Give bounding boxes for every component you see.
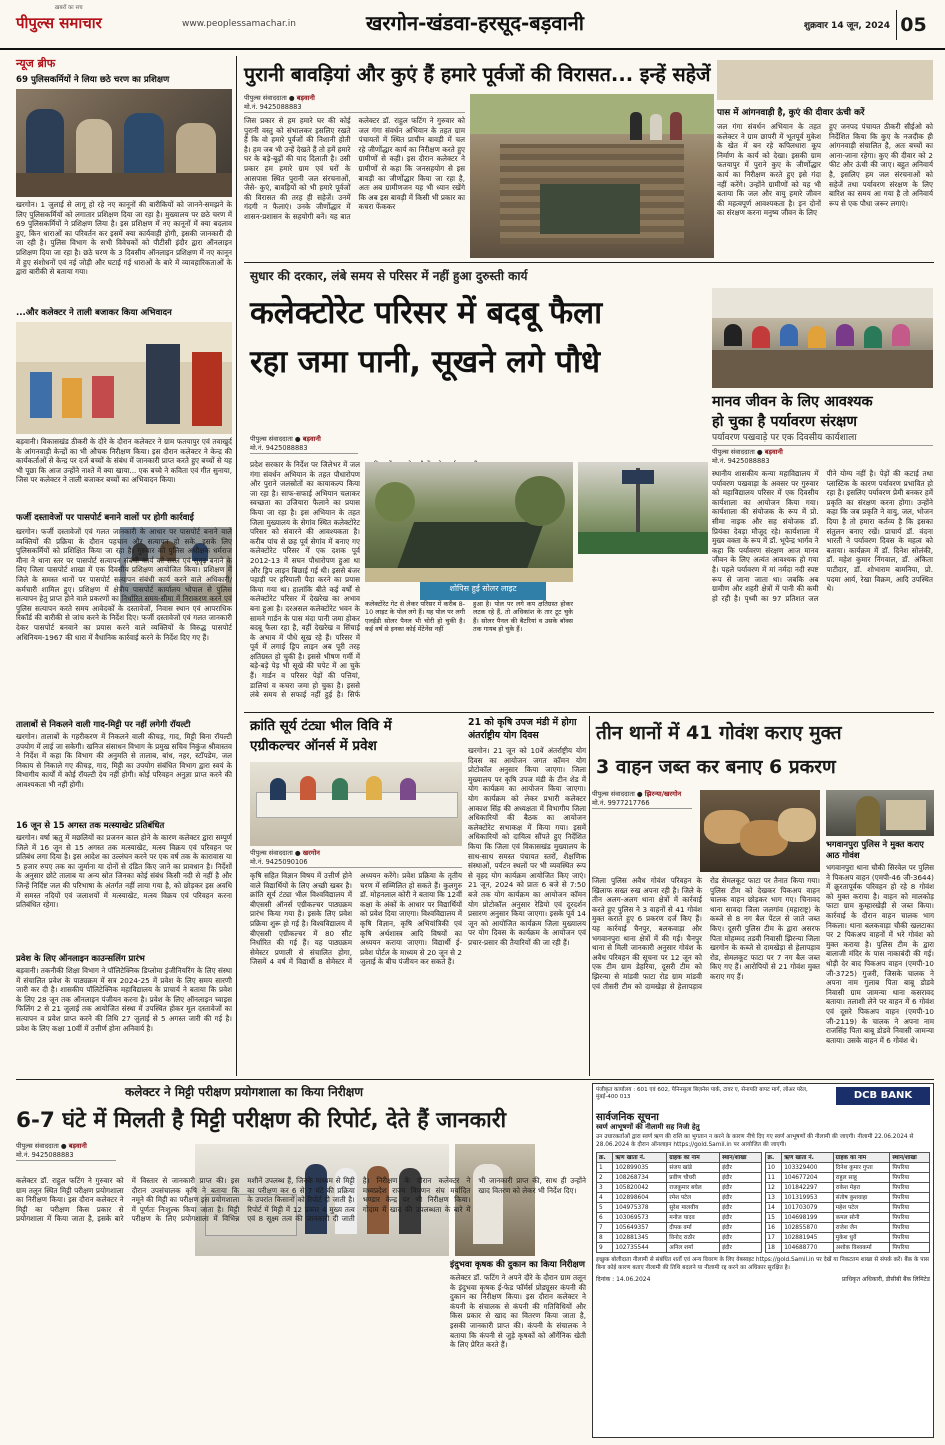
table-cell: राजेश जैन bbox=[833, 1223, 890, 1233]
brief-5-body: खरगोन। वर्षा ऋतु में मछलियों का प्रजनन काल होने के कारण कलेक्टर द्वारा सम्पूर्ण जिले में 16 जून से 15 अगस्त तक मत्स्याखेट, मत्स्य विक्रय एवं परिवहन पर प्रतिबंध लगा दिया है। इस आदेश का उल्लंघन करने पर एक वर्ष तक के कारावास या 5 हजार रुपए तक का जुर्माना या दोनों से दंडित किए जाने का प्रावधान है। निर्देशों के अनुसार छोटे तालाब या अन्य स्रोत जिनका कोई संबंध किसी नदी से नहीं है और जिन्हें निर्दिष्ट जल की परिभाषा के अंतर्गत नहीं लाया गया है, को छोड़कर इस अवधि में समस्त नदियों एवं जलाशयों में मत्स्याखेट, मत्स्य विक्रय एवं परिवहन करना प्रतिबंधित रहेगा। bbox=[16, 833, 232, 910]
table-cell: 105820042 bbox=[613, 1183, 667, 1193]
story-3-caption-1: कलेक्टोरेट गेट से लेकर परिसर में करीब 8-10 लाइट के पोल लगे हैं। यह पोल पर लगी एलईडी सोलर पैनल भी चोरी हो चुकी है। कई वर्ष से इनका कोई मेंटेनेंस नहीं bbox=[365, 600, 465, 634]
table-cell: 18 bbox=[765, 1243, 782, 1253]
table-cell: 103329400 bbox=[782, 1163, 833, 1173]
story-1-photo-well bbox=[717, 60, 933, 100]
table-cell: इंदौर bbox=[720, 1163, 761, 1173]
table-header-cell: क्र. bbox=[765, 1153, 782, 1163]
table-cell: राकेश मेहरा bbox=[833, 1183, 890, 1193]
table-row bbox=[597, 1193, 762, 1203]
table-cell: 15 bbox=[765, 1213, 782, 1223]
story-7-body: जिला पुलिस अवैध गोवंश परिवहन के खिलाफ सख्त रुख अपना रही है। जिले के तीन अलग-अलग थाना क्षेत्रों में कार्रवाई करते हुए पुलिस ने 3 वाहनों से 41 गोवंश मुक्त कराते हुए 6 प्रकरण दर्ज किए हैं। यह कार्रवाई चैनपुर, बलकवाड़ा और भगवानपुरा थाना क्षेत्रों में की गई। चैनपुर थाना से मिली जानकारी अनुसार गोवंश के अवैध परिवहन की सूचना पर 12 जून को एक टीम ग्राम डेहरिया, दूसरी टीम को झिरन्या से मांडवी फाटा रोड ग्राम मांडवी एवं तीसरी टीम को दामखेड़ा से हेलापड़ाव रोड सेमलकूट फाटा पर तैनात किया गया। पुलिस टीम को देखकर पिकअप वाहन चालक वाहन छोड़कर भाग गए। चिनावद थाना सावदा जिला जलगांव (महाराष्ट्र) के कब्जे से 8 नग बैल पेंटल से जाते जब्त किए। दूसरी पुलिस टीम के द्वारा असरफ पिता मोहम्मद तडवी निवासी झिरन्या जिला खरगोन के कब्जे से दामखेड़ा से हेलापड़ाव रोड, सेमलकूट फाटा पर 7 नग बैल जब्त किए गए हैं। आरोपियों से 21 गोवंश मुक्त कराए गए हैं। bbox=[592, 876, 820, 991]
story-2 bbox=[717, 104, 933, 259]
bank-address: पंजीकृत कार्यालय : 601 एवं 602, पेनिनसुला बिज़नेस पार्क, टावर ए, सेनापति बापट मार्ग, लोअर परेल, मुंबई-400 013 bbox=[596, 1087, 808, 1101]
table-row bbox=[597, 1183, 762, 1193]
story-1-mobile: मो.नं. 9425088883 bbox=[244, 103, 465, 113]
story-8-mobile: मो.नं. 9425088883 bbox=[16, 1151, 116, 1161]
table-cell: 104975378 bbox=[613, 1203, 667, 1213]
column-divider bbox=[589, 716, 590, 1076]
table-cell: 13 bbox=[765, 1193, 782, 1203]
table-cell: 102735544 bbox=[613, 1243, 667, 1253]
story-7-box-body: भगवानपुरा थाना चौकी सिरवेल पर पुलिस ने पिकअप वाहन (एमपी-46 जी-3644) में क्रूरतापूर्वक परिवहन हो रहे 8 गोवंश को मुक्त कराया है। वाहन को मालकोड़ फाटा ग्राम कुम्हारखेड़ी से जब्त किया। कार्रवाई के दौरान वाहन चालक भाग निकला। थाना बलकवाड़ा चौकी खलटाका पर 2 पिकअप वाहनों में भरे गोवंश को मुक्त कराया है। पुलिस टीम के द्वारा बालाजी मंदिर के पास नाकाबंदी की गई। थोड़ी देर बाद पिकअप वाहन (एमपी-10 जी-3725) गुजरी, जिसके चालक ने अपना नाम गुलाब पिता बाबू डोडवे निवासी ग्राम जामन्या थाना कसरावद बताया। तलाशी लेने पर वाहन में 6 गोवंश एवं दूसरे पिकअप वाहन (एमपी-10 जी-2119) के चालक ने अपना नाम राजसिंह पिता बाबू डोडवे निवासी जामन्या बताया। उसके वाहन में 6 गोवंश थे। bbox=[826, 863, 934, 1045]
table-cell: पिपरिया bbox=[890, 1183, 930, 1193]
divider bbox=[244, 712, 934, 713]
column-divider bbox=[236, 56, 237, 1076]
table-header-cell: ऋण खाता नं. bbox=[782, 1153, 833, 1163]
story-8-byline-box bbox=[16, 1142, 116, 1172]
table-cell: 6 bbox=[597, 1213, 613, 1223]
story-7-mobile: मो.नं. 9977217766 bbox=[592, 799, 692, 809]
table-cell: 102881345 bbox=[613, 1233, 667, 1243]
story-2-headline: पास में आंगनवाड़ी है, कुएं की दीवार ऊंची करें bbox=[717, 108, 865, 118]
table-cell: 104698199 bbox=[782, 1213, 833, 1223]
issue-date: शुक्रवार 14 जून, 2024 bbox=[803, 21, 890, 31]
story-6-headline-1: 21 को कृषि उपज मंडी में होगा bbox=[468, 717, 577, 728]
story-4-body: स्थानीय शासकीय कन्या महाविद्यालय में पर्यावरण पखवाड़ा के अवसर पर गुरुवार को महाविद्यालय परिसर में एक दिवसीय कार्यशाला का आयोजन किया गया। कार्यशाला की संयोजक के रूप में प्रो. सीमा नाइक और सह संयोजक डॉ. प्रियंका देवड़ा मौजूद रहे। कार्यशाला में मुख्य वक्ता के रूप में डॉ. भूपेन्द्र भार्गव ने कहा कि पर्यावरण संरक्षण आज मानव जीवन के लिए अत्यंत आवश्यक हो गया है। पहले पर्यावरण में मां नर्मदा नदी स्पष्ट रूप से जाना जाता था। जबकि अब ग्रामीण और शहरी क्षेत्रों में पानी की कमी हो रही है। पृथ्वी का 97 प्रतिशत जल पीने योग्य नहीं है। पेड़ों की कटाई तथा प्लास्टिक के कारण पर्यावरण प्रभावित हो रहा है। इसलिए पर्यावरण प्रेमी बनकर हमें प्रकृति का संरक्षण करना होगा। उन्होंने कहा कि जब प्रकृति ने वायु, जल, भोजन दिया है तो हमारा कर्तव्य है कि इसका संतुलन बनाए रखें। प्राचार्य डॉ. वंदना भारती ने पर्यावरण दिवस के महत्व को बताया। कार्यक्रम में डॉ. दिनेश सोलंकी, डॉ. महेश कुमार निंगवाल, डॉ. अंकिता पाटीदार, डॉ. शोभाराम बामनिया, प्रो. पदमा आर्य, रेखा विक्रम, आदि उपस्थित थे। bbox=[712, 469, 933, 603]
story-3-photo-solar bbox=[578, 462, 708, 554]
story-4-mobile: मो.नं. 9425088883 bbox=[712, 457, 770, 465]
brief-3-body: खरगोन। फर्जी दस्तावेजों एवं गलत जानकारी के आधार पर पासपोर्ट बनाने वाले व्यक्तियों की प्रक्रिया के दौरान पहचान और सत्यापन हो सके, इसके लिए पुलिसकर्मियों को प्रशिक्षित किया जा रहा है। गुरुवार को पुलिस अधीक्षक धर्मराज मीना ने थाना स्तर पर पासपोर्ट सत्यापन संबंधी कार्य को सरल एवं सुदृढ़ बनाने के लिए जिला पासपोर्ट शाखा में एक दिवसीय प्रशिक्षण आयोजित किया। प्रशिक्षण में जिले के समस्त थानों पर पासपोर्ट सत्यापन संबंधी कार्य करने वाले अधिकारी/कर्मचारी शामिल हुए। प्रशिक्षण में क्षेत्रीय पासपोर्ट कार्यालय भोपाल से पुलिस सत्यापन हेतु प्राप्त होने वाले प्रकरणों का निर्धारित समय-सीमा में निराकरण करने एवं पुलिस सत्यापन करते समय आवेदकों के दस्तावेजों, निवास स्थान एवं आपराधिक रिकॉर्ड की बारीकी से जांच करने के निर्देश दिए। फर्जी दस्तावेजों एवं गलत जानकारी देकर पासपोर्ट बनवाने का प्रयास करने वाले व्यक्तियों के विरुद्ध पासपोर्ट अधिनियम-1967 की धारा में वैधानिक कार्रवाई करने के निर्देश दिए गए हैं। bbox=[16, 527, 232, 642]
table-row bbox=[765, 1163, 930, 1173]
table-cell: 11 bbox=[765, 1173, 782, 1183]
brief-3-headline: फर्जी दस्तावेजों पर पासपोर्ट बनाने वालों पर होगी कार्रवाई bbox=[16, 513, 194, 523]
divider bbox=[244, 262, 934, 263]
table-cell: अशोक विश्वकर्मा bbox=[833, 1243, 890, 1253]
brief-1-headline: 69 पुलिसकर्मियों ने लिया छठे चरण का प्रशिक्षण bbox=[16, 75, 170, 85]
brief-4-headline: तालाबों से निकलने वाली गाद-मिट्टी पर नहीं लगेगी रॉयल्टी bbox=[16, 719, 191, 729]
notice-title: सार्वजनिक सूचना bbox=[596, 1112, 659, 1123]
story-5 bbox=[250, 716, 462, 1076]
news-brief-label: न्यूज ब्रीफ bbox=[16, 57, 56, 70]
table-row bbox=[597, 1163, 762, 1173]
story-4-byline: पीपुल्स संवाददाता ● बड़वानी bbox=[712, 448, 783, 456]
table-header-cell: ऋण खाता नं. bbox=[613, 1153, 667, 1163]
table-cell: 5 bbox=[597, 1203, 613, 1213]
story-3-byline: पीपुल्स संवाददाता ● बड़वानी bbox=[250, 435, 321, 443]
table-cell: 105649357 bbox=[613, 1223, 667, 1233]
table-row bbox=[765, 1203, 930, 1213]
story-8-kicker: कलेक्टर ने मिट्टी परीक्षण प्रयोगशाला का किया निरीक्षण bbox=[125, 1085, 364, 1099]
story-5-photo bbox=[250, 762, 462, 846]
table-cell: संजय खांडे bbox=[667, 1163, 720, 1173]
table-cell: 4 bbox=[597, 1193, 613, 1203]
story-8-byline: पीपुल्स संवाददाता ● बड़वानी bbox=[16, 1142, 87, 1150]
table-row bbox=[765, 1233, 930, 1243]
story-6-body: खरगोन। 21 जून को 10वें अंतर्राष्ट्रीय योग दिवस का आयोजन जगत कॉमन योग प्रोटोकॉल अनुसार किया जाएगा। जिला मुख्यालय पर कृषि उपज मंडी के टीन शेड में योग कार्यक्रम का आयोजन किया जाएगा। योग कार्यक्रम को लेकर प्रभारी कलेक्टर आकाश सिंह की अध्यक्षता में विभागीय जिला अधिकारियों की बैठक का आयोजन कलेक्टोरेट सभाकक्ष में किया गया। इसमें अधिकारियों को दायित्व सौंपते हुए निर्देशित किया कि जिला एवं विकासखंड मुख्यालय के साथ-साथ समस्त पंचायत स्तरों, शैक्षणिक संस्थाओं, पर्यटन स्थलों पर भी व्यवस्थित रूप से वृहद योग कार्यक्रम आयोजित किए जाएं। 21 जून, 2024 को प्रातः 6 बजे से 7:50 बजे तक योग कार्यक्रम का आयोजन कॉमन योग प्रोटोकॉल अनुसार रेडियो एवं दूरदर्शन प्रसारण अनुसार किया जाएगा। इसके पूर्व 14 जून को आयोजित कार्यक्रम जिला मुख्यालय पर योग दिवस के कार्यक्रम के आयोजन एवं प्रचार-प्रसार की तैयारियों की जा रही हैं। bbox=[468, 746, 586, 947]
table-cell: दीपक वर्मा bbox=[667, 1223, 720, 1233]
table-cell: प्रवीण चौधरी bbox=[667, 1173, 720, 1183]
website-url[interactable]: www.peoplessamachar.in bbox=[182, 19, 296, 29]
story-7-photo-cattle bbox=[700, 790, 820, 872]
notice-signature: प्राधिकृत अधिकारी, डीसीबी बैंक लिमिटेड bbox=[841, 1276, 930, 1284]
table-cell: पिपरिया bbox=[890, 1193, 930, 1203]
story-4-subhead: पर्यावरण पखवाड़े पर एक दिवसीय कार्यशाला bbox=[712, 432, 933, 446]
table-cell: 8 bbox=[597, 1233, 613, 1243]
story-7-box-headline: भगवानपुरा पुलिस ने मुक्त कराए आठ गोवंश bbox=[826, 839, 924, 860]
table-header-row bbox=[597, 1153, 762, 1163]
table-row bbox=[765, 1223, 930, 1233]
table-cell: पिपरिया bbox=[890, 1243, 930, 1253]
table-cell: 10 bbox=[765, 1163, 782, 1173]
table-header-row bbox=[765, 1153, 930, 1163]
table-cell: पिपरिया bbox=[890, 1213, 930, 1223]
table-cell: विनोद राठौर bbox=[667, 1233, 720, 1243]
brief-1-body: खरगोन। 1 जुलाई से लागू हो रहे नए कानूनों की बारीकियों को जानने-समझने के लिए पुलिसकर्मियों को लगातार प्रशिक्षण दिया जा रहा है। मुख्यालय पर छठे चरण में 69 पुलिसकर्मियों ने प्रशिक्षण लिया है। इस प्रशिक्षण में नए कानूनों में क्या बदलाव हुए, किन धाराओं का परिवर्तन कर इसमें क्या कार्यवाही होगी, इसकी जानकारी दी जा रही है। पुलिस विभाग के सभी विवेचकों को पीटीसी इंदौर द्वारा ऑनलाइन प्रशिक्षण दिया जा रहा है। छठे चरण के 3 दिवसीय ऑनलाइन प्रशिक्षण में नए कानून में हुए संशोधनों एवं नई जोड़ी और घटाई गई धाराओं के बारे में व्यावहारिकताओं के द्वारा बारीकी से बताया गया। bbox=[16, 200, 232, 277]
story-7-sidebox bbox=[826, 790, 934, 1078]
table-row bbox=[597, 1233, 762, 1243]
story-2-body-right: हुए जनपद पंचायत ठीकरी सीईओ को निर्देशित किया कि कुए के नजदीक ही आंगनवाड़ी संचालित है, अतः बच्चों का आना-जाना रहेगा। कुए की दीवार को 2 फीट और ऊंची की जाए। बहुत अनिवार्य है, इसलिए हम जल संरचनाओं को सहेजें तथा पर्यावरण संरक्षण के लिए बारिश का समय आ गया है तो अनिवार्य रूप से एक पौधा जरूर लगाएं। bbox=[829, 122, 933, 208]
table-cell: 9 bbox=[597, 1243, 613, 1253]
notice-footer: इच्छुक बोलीदाता नीलामी से संबंधित शर्तों एवं अन्य विवरण के लिए वेबसाइट https://gold.Samil.in पर देखें या निकटतम शाखा से संपर्क करें। बैंक के पास बिना कोई कारण बताए नीलामी की तिथि बदलने या नीलामी रद्द करने का अधिकार सुरक्षित है। bbox=[596, 1257, 929, 1271]
brief-2-body: बड़वानी। विकासखंड ठीकरी के दौरे के दौरान कलेक्टर ने ग्राम फतयापुर एवं तवाखुर्द के आंगनवाड़ी केन्द्रों का भी औचक निरीक्षण किया। इस दौरान कलेक्टर ने केन्द्र की कार्यकर्ताओं से केन्द्र पर दर्ज बच्चों के संबंध में जानकारी प्राप्त करते हुए बच्चों से यह भी पूछा कि आज उन्होंने नाश्ते में क्या खाया... एक बच्चे ने कविता एवं गीत सुनाया, जिस पर कलेक्टर ने ताली बजाकर बच्चों का अभिवादन किया। bbox=[16, 437, 232, 485]
story-1 bbox=[244, 94, 465, 258]
table-row bbox=[597, 1203, 762, 1213]
brief-4-body: खरगोन। तालाबों के गहरीकरण में निकलने वाली कीचड़, गाद, मिट्टी बिना रॉयल्टी उपयोग में लाई जा सकेगी। खनिज संसाधन विभाग के प्रमुख सचिव निकुंज श्रीवास्तव ने निर्देश में कहा कि विभाग की अनुमति से तालाब, बांध, नहर, स्टॉपडेम, जल निकाय से निकाले गए कीचड़, गाद, मिट्टी का उपयोग संबंधित विभाग द्वारा स्वयं के विभागीय कार्यों में कोई रॉयल्टी देय नहीं होगी। कोई परिवहन अनुज्ञा प्राप्त करने की आवश्यकता भी नहीं होगी। bbox=[16, 732, 232, 789]
notice-subtitle: स्वर्ण आभूषणों की नीलामी सह निजी हेतु bbox=[596, 1123, 700, 1131]
table-cell: 102881945 bbox=[782, 1233, 833, 1243]
table-row bbox=[765, 1243, 930, 1253]
table-header-cell: स्थान/शाखा bbox=[890, 1153, 930, 1163]
notice-date: दिनांक : 14.06.2024 bbox=[596, 1276, 651, 1284]
table-header-cell: क्र. bbox=[597, 1153, 613, 1163]
table-cell: 2 bbox=[597, 1173, 613, 1183]
table-row bbox=[765, 1193, 930, 1203]
story-7-headline-1: तीन थानों में 41 गोवंश कराए मुक्त bbox=[596, 722, 842, 744]
story-5-headline-1: क्रांति सूर्य टंट्या भील विवि में bbox=[250, 718, 392, 734]
story-5-mobile: मो.नं. 9425090106 bbox=[250, 858, 462, 868]
bank-auction-notice bbox=[592, 1083, 934, 1438]
story-5-body: कृषि सहित विज्ञान विषय में उत्तीर्ण होने वाले विद्यार्थियों के लिए अच्छी खबर है। क्रांति सूर्य टंट्या भील विश्वविद्यालय में बीएससी ऑनर्स एग्रीकल्चर पाठ्यक्रम प्रारंभ किया गया है। इसके लिए प्रवेश प्रक्रिया शुरू हो गई है। विश्वविद्यालय में बीएससी एग्रीकल्चर में 80 सीट निर्धारित की गई हैं। यह पाठ्यक्रम सेमेस्टर प्रणाली से संचालित होगा, जिसमें 4 वर्ष में विद्यार्थी 8 सेमेस्टर में अध्ययन करेंगे। प्रवेश प्रक्रिया के तृतीय चरण में सम्मिलित हो सकते हैं। कुलगुरु डॉ. मोहनलाल कोरी ने बताया कि 12वीं कक्षा के अंकों के आधार पर विद्यार्थियों को प्रवेश दिया जाएगा। विश्वविद्यालय में कृषि विज्ञान, कृषि अभियांत्रिकी एवं कृषि अर्थशास्त्र आदि विषयों का अध्ययन कराया जाएगा। विद्यार्थी ई-प्रवेश पोर्टल के माध्यम से 20 जून से 2 जुलाई के बीच पंजीयन कर सकते हैं। bbox=[250, 871, 462, 967]
brand-logo bbox=[16, 10, 166, 36]
table-row bbox=[597, 1213, 762, 1223]
bank-logo: DCB BANK bbox=[836, 1087, 930, 1105]
table-cell: 104677204 bbox=[782, 1173, 833, 1183]
table-header-cell: ग्राहक का नाम bbox=[833, 1153, 890, 1163]
story-3-photo-drain bbox=[365, 462, 573, 582]
table-cell: 102855870 bbox=[782, 1223, 833, 1233]
story-4-headline-1: मानव जीवन के लिए आवश्यक bbox=[712, 394, 873, 410]
table-cell: इंदौर bbox=[720, 1183, 761, 1193]
table-row bbox=[597, 1173, 762, 1183]
table-cell: इंदौर bbox=[720, 1193, 761, 1203]
table-cell: 101319953 bbox=[782, 1193, 833, 1203]
story-8-sidebox bbox=[450, 1260, 586, 1438]
page-number: 05 bbox=[896, 10, 930, 40]
story-1-headline: पुरानी बावड़ियां और कुएं हैं हमारे पूर्वजों की विरासत... इन्हें सहेजें bbox=[244, 63, 711, 86]
table-cell: मनोज यादव bbox=[667, 1213, 720, 1223]
table-header-cell: स्थान/शाखा bbox=[720, 1153, 761, 1163]
brief-1-photo bbox=[16, 89, 232, 197]
table-cell: 14 bbox=[765, 1203, 782, 1213]
story-1-byline: पीपुल्स संवाददाता ● बड़वानी bbox=[244, 94, 315, 102]
table-cell: राहुल साहू bbox=[833, 1173, 890, 1183]
table-row bbox=[765, 1183, 930, 1193]
table-cell: पिपरिया bbox=[890, 1203, 930, 1213]
table-row bbox=[597, 1223, 762, 1233]
table-cell: इंदौर bbox=[720, 1233, 761, 1243]
table-cell: इंदौर bbox=[720, 1173, 761, 1183]
table-cell: 16 bbox=[765, 1223, 782, 1233]
notice-intro: उन उधारकर्ताओं द्वारा स्वर्ण ऋण की राशि का भुगतान न करने के कारण नीचे दिए गए स्वर्ण आभूषणों की नीलामी की जाएगी। नीलामी 22.06.2024 से 28.06.2024 के दौरान ऑनलाइन https://gold.Samil.in पर आयोजित की जाएगी। bbox=[596, 1134, 914, 1148]
table-cell: दिनेश कुमार गुप्ता bbox=[833, 1163, 890, 1173]
story-3-photo-label: शोपिस हुई सोलर लाइट bbox=[420, 582, 546, 600]
story-2-photo bbox=[717, 104, 933, 108]
table-cell: 108268734 bbox=[613, 1173, 667, 1183]
brand-tagline: ख़बरों का सच bbox=[55, 5, 83, 11]
table-cell: 101703079 bbox=[782, 1203, 833, 1213]
story-2-body-left: जल गंगा संवर्धन अभियान के तहत कलेक्टर ने ग्राम छापरी में भूतपूर्व मुकेश के खेत में बन रहे कपिलधारा कूप निर्माण के कार्य को देखा। इसकी ग्राम फतयापुर में पुराने कुए के जीर्णोद्धार कार्य का निरीक्षण करते हुए इसे गंदा नहीं करेंगे। उन्होंने ग्रामीणों को यह भी बताया कि जल और वायु हमारे जीवन की महत्वपूर्ण आवश्यकता है। इन दोनों का संरक्षण करना मनुष्य जीवन के लिए bbox=[717, 122, 821, 218]
table-cell: पिपरिया bbox=[890, 1163, 930, 1173]
story-5-byline: पीपुल्स संवाददाता ● खरगोन bbox=[250, 849, 320, 857]
table-cell: 7 bbox=[597, 1223, 613, 1233]
table-cell: राजकुमार बघेल bbox=[667, 1183, 720, 1193]
story-3-body: प्रदेश सरकार के निर्देश पर जिलेभर में जल गंगा संवर्धन अभियान के तहत पौधारोपण और पुराने जलस्रोतों का कायाकल्प किया जा रहा है। साफ-सफाई अभियान चलाकर स्वच्छता का उजियारा फैलाने का प्रयास किया जा रहा है। इस अभियान के तहत जिला मुख्यालय के सेगांव स्थित कलेक्टोरेट परिसर को संवारने की आवश्यकता है। करीब पांच से छह पूर्व सेगांव में बनाए गए कलेक्टोरेट परिसर में एक दशक पूर्व 2012-13 में सघन पौधारोपण हुआ था और ड्रिप लाइन बिछाई गई थी। इससे बंजर पहाड़ी पर हरियाली पैदा करने का प्रयास किया गया था। हालांकि बीते कई वर्षों से कलेक्टोरेट परिसर में देखरेख का अभाव बना हुआ है। दरअसल कलेक्टोरेट भवन के सामने गार्डन के पास मंदा पानी जमा होकर बदबू फैला रहा है, वहीं देखरेख व सिंचाई के अभाव में पौधे सूख रहे हैं। परिसर में पूर्व में लगाई ड्रिप लाइन अब पूरी तरह क्षतिग्रस्त हो चुकी है। इससे भीषण गर्मी में बड़े-बड़े पेड़ भी सूखे की चपेट में आ चुके हैं। गार्डन व परिसर पेड़ों की पत्तियां, डालियां व कचरा जमा हो चुका है। इससे लंबे समय से सफाई नहीं हुई है। सिर्फ bbox=[250, 460, 360, 700]
story-3-kicker: सुधार की दरकार, लंबे समय से परिसर में नहीं हुआ दुरुस्ती कार्य bbox=[250, 269, 528, 283]
table-cell: 1 bbox=[597, 1163, 613, 1173]
story-7-headline-2: 3 वाहन जब्त कर बनाए 6 प्रकरण bbox=[596, 756, 836, 778]
brief-6 bbox=[16, 953, 232, 1075]
table-row bbox=[765, 1173, 930, 1183]
table-cell: पिपरिया bbox=[890, 1223, 930, 1233]
divider bbox=[16, 1079, 934, 1080]
table-cell: 101842297 bbox=[782, 1183, 833, 1193]
story-1-photo-stepwell bbox=[470, 94, 714, 258]
story-8-box-body: कलेक्टर डॉ. फटिंग ने अपने दौरे के दौरान ग्राम तलून के इंदुभवा कृषक ई-फेड फॉर्मर्स प्रोड्यूसर कंपनी की दुकान का निरीक्षण किया। इस दौरान कलेक्टर ने कंपनी के संचालक से कंपनी की गतिविधियों और किस प्रकार से खाद का वितरण किया जाता है, इसकी जानकारी प्राप्त की। कंपनी के संचालक ने बताया कि कंपनी से जुड़े कृषकों को ऑर्गेनिक खेती के लिए प्रेरित करते हैं। bbox=[450, 1273, 586, 1350]
table-cell: अनिल शर्मा bbox=[667, 1243, 720, 1253]
story-5-headline-2: एग्रीकल्चर ऑनर्स में प्रवेश bbox=[250, 738, 377, 754]
story-6 bbox=[468, 716, 586, 1076]
table-cell: 102898604 bbox=[613, 1193, 667, 1203]
table-cell: पिपरिया bbox=[890, 1233, 930, 1243]
story-8-body: कलेक्टर डॉ. राहुल फटिंग ने गुरुवार को ग्राम तलून स्थित मिट्टी परीक्षण प्रयोगशाला का निरीक्षण किया। इस दौरान कलेक्टर ने मिट्टी का परीक्षण किस प्रकार से प्रयोगशाला में किया जाता है, इसके बारे में विस्तार से जानकारी प्राप्त की। इस दौरान उपसंचालक कृषि ने बताया कि नमूने की मिट्टी का परीक्षण इस प्रयोगशाला में पूर्णतः निःशुल्क किया जाता है। मिट्टी परीक्षण के लिए प्रयोगशाला में विभिन्न मशीनें उपलब्ध हैं, जिनके माध्यम से मिट्टी का परीक्षण कर 6 से 7 घंटे की प्रक्रिया के उपरांत किसानों को रिपोर्ट दी जाती है। रिपोर्ट में मिट्टी में 12 प्रकार 4 मुख्य तत्व एवं 8 सूक्ष्म तत्व की जानकारी दी जाती है। निरीक्षण के दौरान कलेक्टर ने मध्यप्रदेश राज्य विपणन संघ मर्यादित भण्डार केन्द्र पर भी निरीक्षण किया। गोदाम में खाद की उपलब्धता के बारे में भी जानकारी प्राप्त की, साथ ही उन्होंने खाद वितरण को लेकर भी निर्देश दिए। bbox=[16, 1176, 586, 1224]
story-3-headline-2: रहा जमा पानी, सूखने लगे पौधे bbox=[250, 344, 601, 380]
story-3-mobile: मो.नं. 9425088883 bbox=[250, 444, 358, 454]
story-4-photo-workshop bbox=[712, 288, 933, 388]
story-3-headline-1: कलेक्टोरेट परिसर में बदबू फैला bbox=[250, 295, 603, 331]
section-title: खरगोन-खंडवा-हरसूद-बड़वानी bbox=[366, 11, 584, 35]
story-3-caption-2: हुआ है। पोल पर लगे कप क्षतिग्रस्त होकर लटक रहे हैं, तो अधिकांश के तार टूट चुके हैं। सोलर पैनल की बैटरियां व उसके बॉक्स तक गायब हो चुके हैं। bbox=[473, 600, 573, 634]
table-row bbox=[597, 1243, 762, 1253]
table-cell: 103069573 bbox=[613, 1213, 667, 1223]
story-7-photo-police bbox=[826, 790, 934, 836]
table-cell: महेश पटेल bbox=[833, 1203, 890, 1213]
brief-5-headline: 16 जून से 15 अगस्त तक मत्स्याखेट प्रतिबंधित bbox=[16, 820, 165, 830]
table-cell: इंदौर bbox=[720, 1213, 761, 1223]
story-7-body-top bbox=[592, 812, 696, 874]
story-8-headline: 6-7 घंटे में मिलती है मिट्टी परीक्षण की रिपोर्ट, देते हैं जानकारी bbox=[16, 1108, 507, 1133]
auction-table-right bbox=[765, 1152, 931, 1253]
brief-2-photo bbox=[16, 322, 232, 434]
story-4-headline-2: हो चुका है पर्यावरण संरक्षण bbox=[712, 414, 857, 430]
table-cell: रमेश पटेल bbox=[667, 1193, 720, 1203]
brief-2-headline: ...और कलेक्टर ने ताली बजाकर किया अभिवादन bbox=[16, 308, 172, 318]
story-1-body: जिस प्रकार से हम हमारे घर की कोई पुरानी वस्तु को संभालकर इसलिए रखते हैं कि वो हमारे पूर्वजों की निशानी होती है। हम जब भी उन्हें देखते हैं तो हमें हमारे घर के बड़े-बूढ़ों की याद दिलाती है। उसी प्रकार हम हमारे ग्राम एवं घरों के आसपास स्थित पुरानी जल संरचनाओं, जैसे- कुएं, बावड़ियों को भी हमारे पूर्वजों की विरासत की तरह ही सहेजें। उनमें गंदगी न फैलाएं। उनके जीर्णोद्धार में शासन-प्रशासन के सहयोगी बनें। यह बात कलेक्टर डॉ. राहुल फटिंग ने गुरुवार को जल गंगा संवर्धन अभियान के तहत ग्राम पंचायतों में स्थित प्राचीन बावड़ी में चल रहे जीर्णोद्धार कार्य का निरीक्षण करते हुए ग्रामीणों से कही। इस दौरान कलेक्टर ने ग्रामीणों से कहा कि जनसहयोग से इस बावड़ी का जीर्णोद्धार किया जा रहा है, अतः अब ग्रामीणजन यह भी ध्यान रखेंगे कि अब इस बावड़ी में किसी भी प्रकार का कचरा फेंककर bbox=[244, 116, 465, 221]
table-cell: पिपरिया bbox=[890, 1173, 930, 1183]
table-cell: सुरेश मालवीय bbox=[667, 1203, 720, 1213]
brief-6-body: बड़वानी। तकनीकी शिक्षा विभाग ने पॉलिटेक्निक डिप्लोमा इंजीनियरिंग के लिए संस्था में संचालित प्रवेश के पाठ्यक्रम में सत्र 2024-25 में प्रवेश के लिए समय सारणी जारी कर दी है। शासकीय पॉलिटेक्निक महाविद्यालय के प्राचार्य ने बताया कि प्रवेश के लिए 28 जून तक ऑनलाइन पंजीयन करना है। प्रवेश के लिए ऑनलाइन च्वाइस फिलिंग 2 से 21 जुलाई तक आयोजित संस्था में उपस्थित होकर मूल दस्तावेजों का सत्यापन व प्रवेश प्राप्त करने की तिथि 27 जुलाई से 5 अगस्त जारी की गई है। प्रवेश के लिए कक्षा 10वीं में उत्तीर्ण होना अनिवार्य है। bbox=[16, 966, 232, 1033]
story-6-headline-2: अंतर्राष्ट्रीय योग दिवस bbox=[468, 730, 539, 741]
table-cell: इंदौर bbox=[720, 1223, 761, 1233]
table-cell: 12 bbox=[765, 1183, 782, 1193]
table-cell: इंदौर bbox=[720, 1243, 761, 1253]
table-cell: संतोष कुशवाहा bbox=[833, 1193, 890, 1203]
table-cell: इंदौर bbox=[720, 1203, 761, 1213]
table-row bbox=[765, 1213, 930, 1223]
table-cell: 17 bbox=[765, 1233, 782, 1243]
masthead bbox=[0, 0, 945, 50]
brief-6-headline: प्रवेश के लिए ऑनलाइन काउन्सलिंग प्रारंभ bbox=[16, 953, 145, 963]
story-7-byline: पीपुल्स संवाददाता ● झिरन्या/खरगोन bbox=[592, 790, 682, 798]
news-brief-column bbox=[16, 56, 232, 951]
table-cell: 104688770 bbox=[782, 1243, 833, 1253]
table-cell: 102899035 bbox=[613, 1163, 667, 1173]
auction-table-left bbox=[596, 1152, 762, 1253]
table-cell: 3 bbox=[597, 1183, 613, 1193]
table-cell: कमल सोनी bbox=[833, 1213, 890, 1223]
brand-name: पीपुल्स समाचार bbox=[16, 14, 102, 32]
table-cell: मुकेश धुर्वे bbox=[833, 1233, 890, 1243]
table-header-cell: ग्राहक का नाम bbox=[667, 1153, 720, 1163]
story-8-box-headline: इंदुभवा कृषक की दुकान का किया निरीक्षण bbox=[450, 1260, 585, 1270]
story-4 bbox=[712, 392, 933, 710]
